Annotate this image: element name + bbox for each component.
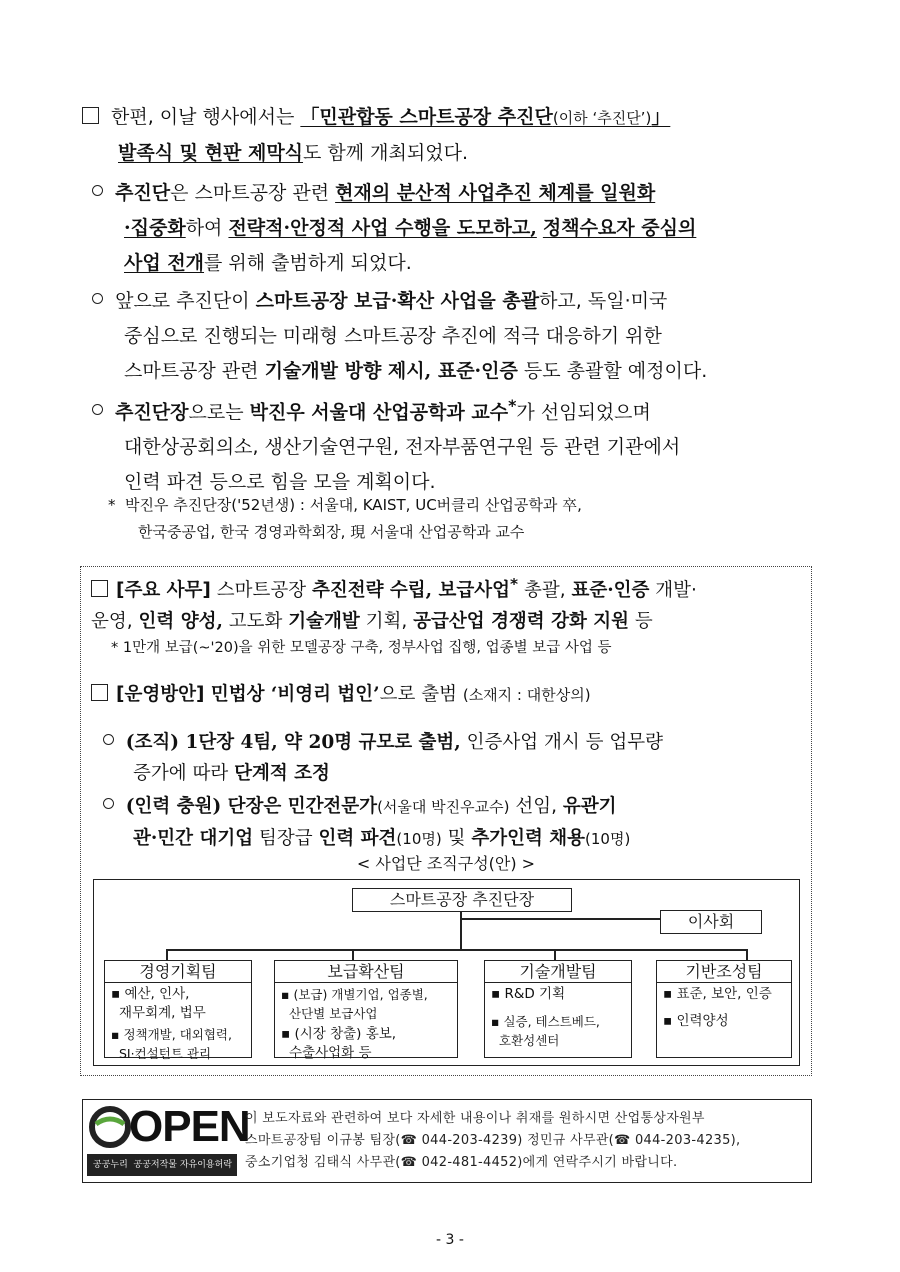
ops-duty-note: * 1만개 보급(~'20)을 위한 모델공장 구축, 정부사업 집행, 업종별 보급 사업 등 xyxy=(111,640,612,656)
open-license-banner xyxy=(82,1099,812,1183)
paragraph-purpose: 추진단은 스마트공장 관련 현재의 분산적 사업추진 체계를 일원화 ·집중화하여 전략적·안정적 사업 수행을 도모하고, 정책수요자 중심의 사업 전개를 위해 출범하게 되었다. xyxy=(92,176,822,281)
ops-staffing: (인력 충원) 단장은 민간전문가(서울대 박진우교수) 선임, 유관기 관·민간 대기업 팀장급 인력 파견(10명) 및 추가인력 채용(10명) xyxy=(103,791,808,855)
org-chart xyxy=(93,879,800,1066)
square-bullet-icon xyxy=(82,107,99,124)
team-infrastructure: 기반조성팀 ▪ 표준, 보안, 인증 ▪ 인력양성 xyxy=(656,960,792,1058)
org-board: 이사회 xyxy=(660,910,762,934)
team-tech-dev: 기술개발팀 ▪ R&D 기획 ▪ 실증, 테스트베드, 호환성센터 xyxy=(484,960,632,1058)
circle-bullet-icon xyxy=(103,734,114,745)
ops-plan: [운영방안] 민법상 ‘비영리 법인’으로 출범 (소재지 : 대한상의) xyxy=(91,679,806,711)
team-management: 경영기획팀 ▪ 예산, 인사, 재무회계, 법무 ▪ 정책개발, 대외협력, SI·컨설턴트 관리 xyxy=(104,960,252,1058)
circle-bullet-icon xyxy=(92,404,103,415)
open-logo-text: OPEN xyxy=(129,1102,250,1151)
ops-organization: (조직) 1단장 4팀, 약 20명 규모로 출범, 인증사업 개시 등 업무량 증가에 따라 단계적 조정 xyxy=(103,727,808,789)
circle-bullet-icon xyxy=(92,185,103,196)
org-chart-title: < 사업단 조직구성(안) > xyxy=(356,854,536,873)
operations-box xyxy=(80,566,812,1076)
org-line xyxy=(166,949,746,951)
circle-bullet-icon xyxy=(92,293,103,304)
paragraph-plan: 앞으로 추진단이 스마트공장 보급·확산 사업을 총괄하고, 독일·미국 중심으로 진행되는 미래형 스마트공장 추진에 적극 대응하기 위한 스마트공장 관련 기술개발 방향 제시, 표준·인증 등도 총괄할 예정이다. xyxy=(92,284,822,389)
open-logo-sub: 공공누리 공공저작물 자유이용허락 xyxy=(93,1160,233,1170)
org-line xyxy=(460,918,660,920)
paragraph-event: 한편, 이날 행사에서는 「민관합동 스마트공장 추진단(이하 ‘추진단’)」 발족식 및 현판 제막식도 함께 개최되었다. xyxy=(82,100,822,171)
circle-bullet-icon xyxy=(103,798,114,809)
footnote-leader-bio: * 박진우 추진단장('52년생) : 서울대, KAIST, UC버클리 산업공학과 卒, 한국중공업, 한국 경영과학회장, 現 서울대 산업공학과 교수 xyxy=(108,496,582,541)
ops-duty: [주요 사무] 스마트공장 추진전략 수립, 보급사업* 총괄, 표준·인증 개발· 운영, 인력 양성, 고도화 기술개발 기획, 공급산업 경쟁력 강화 지원 등 xyxy=(91,575,697,633)
square-bullet-icon xyxy=(91,580,108,597)
org-head: 스마트공장 추진단장 xyxy=(352,888,572,912)
open-logo xyxy=(87,1102,250,1176)
square-bullet-icon xyxy=(91,684,108,701)
team-deployment: 보급확산팀 ▪ (보급) 개별기업, 업종별, 산단별 보급사업 ▪ (시장 창출) 홍보, 수출사업화 등 xyxy=(274,960,458,1058)
contact-info: 이 보도자료와 관련하여 보다 자세한 내용이나 취재를 원하시면 산업통상자원부 스마트공장팀 이규봉 팀장(☎ 044-203-4239) 정민규 사무관(☎ 044-203-4235), 중소기업청 김태식 사무관(☎ 042-481-4452)에게 연락주시기 바랍니다. xyxy=(245,1111,741,1170)
paragraph-leader: 추진단장으로는 박진우 서울대 산업공학과 교수*가 선임되었으며 대한상공회의소, 생산기술연구원, 전자부품연구원 등 관련 기관에서 인력 파견 등으로 힘을 모을 계획이다. xyxy=(92,388,822,500)
page-number: - 3 - xyxy=(436,1232,464,1248)
